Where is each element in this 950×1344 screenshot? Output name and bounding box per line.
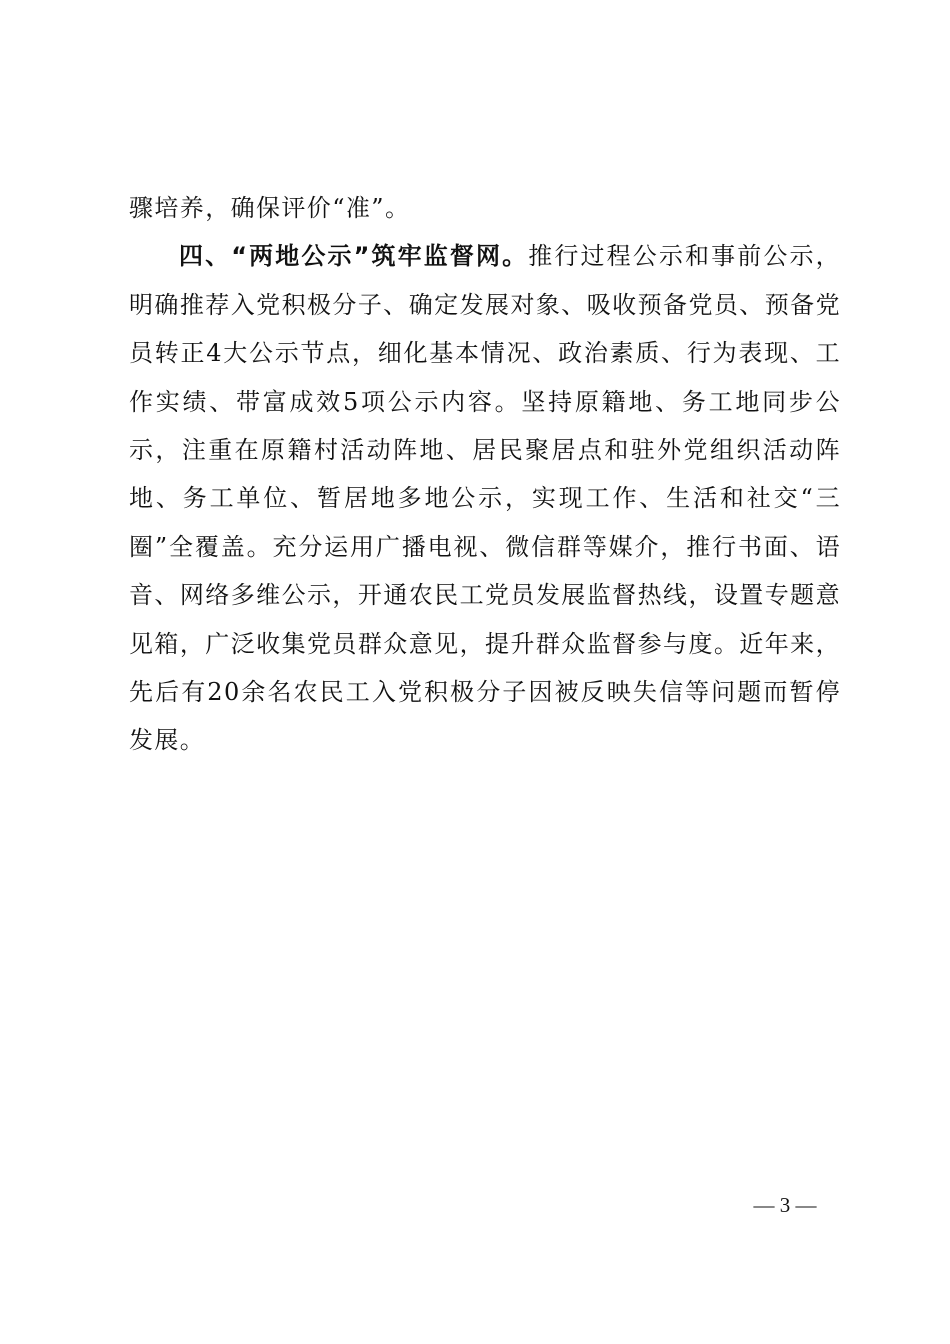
paragraph-text: 骤培养，确保评价“准”。 <box>129 194 411 222</box>
section-heading: 四、“两地公示”筑牢监督网。 <box>179 242 529 271</box>
paragraph-text: 推行过程公示和事前公示，明确推荐入党积极分子、确定发展对象、吸收预备党员、预备党员转正4大公示节点，细化基本情况、政治素质、行为表现、工作实绩、带富成效5项公示内容。坚持原籍地、务工地同步公示，注重在原籍村活动阵地、居民聚居点和驻外党组织活动阵地、务工单位、暂居地多地公示，实现工作、生活和社交“三圈”全覆盖。充分运用广播电视、微信群等媒介，推行书面、语音、网络多维公示，开通农民工党员发展监督热线，设置专题意见箱，广泛收集党员群众意见，提升群众监督参与度。近年来，先后有20余名农民工入党积极分子因被反映失信等问题而暂停发展。 <box>129 242 841 755</box>
page-number: — 3 — <box>753 1193 817 1217</box>
paragraph-section-four <box>129 232 841 764</box>
document-body <box>129 184 841 765</box>
paragraph-continuation <box>129 184 841 232</box>
